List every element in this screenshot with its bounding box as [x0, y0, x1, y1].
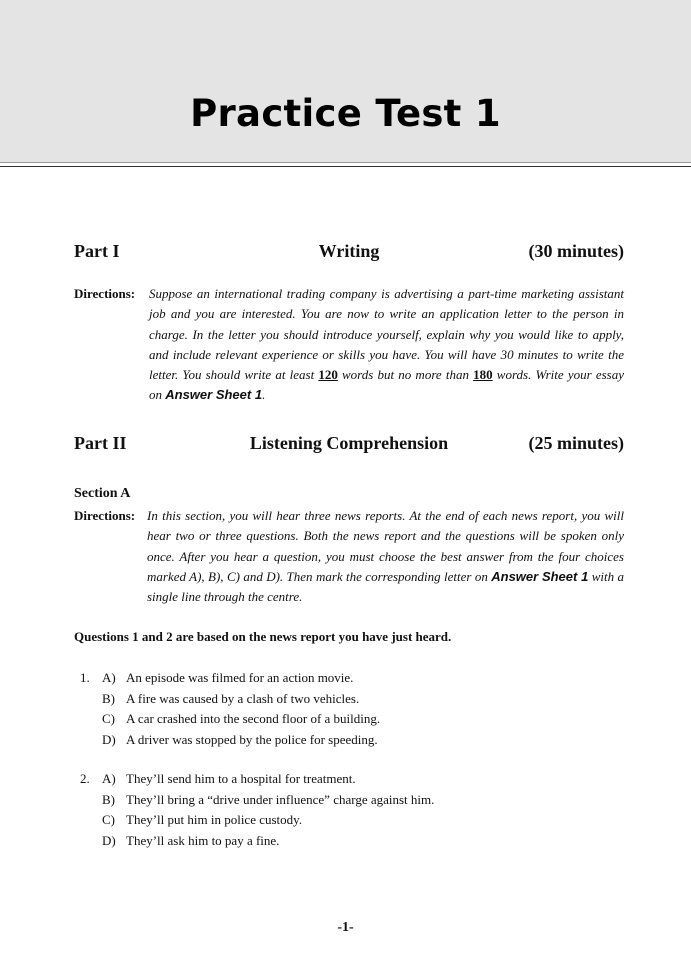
directions-text: words. Write your essay on	[149, 367, 625, 403]
part-1-name: Writing	[318, 241, 380, 261]
option-letter: A)	[102, 771, 116, 786]
part-2-label: Part II	[74, 433, 127, 453]
page-title: Practice Test 1	[190, 92, 501, 135]
max-words: 180	[473, 367, 493, 383]
question-2-option-d	[102, 833, 279, 849]
option-text: They’ll send him to a hospital for treatment.	[126, 771, 356, 786]
directions-text: Suppose an international trading company is advertising a part-time marketing assistant job and you are interested. You are now to write an application letter to the person in charge. In the letter you should introduce yourself, explain why you would like to apply, and include relevant experience or skills you have. You will have 30 minutes to write the letter. You should write at least	[149, 286, 624, 383]
option-letter: C)	[102, 711, 115, 726]
part-1-time: (30 minutes)	[528, 241, 624, 261]
part-1-heading	[74, 241, 624, 265]
question-number: 1.	[80, 670, 90, 685]
part-1-directions	[149, 284, 624, 406]
question-1-option-a	[102, 670, 353, 686]
question-1-option-b	[102, 691, 359, 707]
section-a-heading: Section A	[74, 486, 131, 501]
part-2-directions	[147, 506, 624, 607]
option-text: A driver was stopped by the police for speeding.	[126, 731, 378, 747]
option-letter: D)	[102, 731, 116, 747]
option-letter: B)	[102, 791, 115, 807]
option-letter: B)	[102, 690, 115, 706]
part-2-heading	[74, 433, 624, 457]
answer-sheet-ref: Answer Sheet 1	[165, 387, 263, 403]
header-band	[0, 0, 691, 163]
directions-text: In this section, you will hear three news reports. At the end of each news report, you will hear two or three questions. Both the news report and the questions will be spoken only once. After you hear a question, you must choose the best answer from the four choices marked A), B), C) and D). Then mark the corresponding letter on	[147, 508, 624, 584]
part-1-label: Part I	[74, 241, 120, 261]
option-text: They’ll ask him to pay a fine.	[126, 832, 280, 848]
question-number: 2.	[80, 771, 90, 786]
directions-text: words but no more than	[337, 367, 474, 383]
question-1-option-d	[102, 732, 378, 748]
part-2-name: Listening Comprehension	[249, 433, 449, 453]
option-letter: A)	[102, 670, 116, 685]
part-2-directions-label: Directions:	[74, 508, 136, 523]
option-letter: D)	[102, 832, 116, 848]
answer-sheet-ref: Answer Sheet 1	[491, 568, 589, 584]
option-letter: C)	[102, 812, 115, 827]
directions-text: with a single line through the centre.	[147, 568, 624, 605]
option-text: A fire was caused by a clash of two vehicles.	[126, 690, 360, 706]
part-2-time: (25 minutes)	[528, 433, 624, 453]
question-2-option-c	[102, 812, 302, 828]
part-1-directions-label: Directions:	[74, 286, 136, 301]
page-number: -1-	[337, 920, 354, 935]
question-2-option-a	[102, 771, 356, 787]
min-words: 120	[318, 367, 338, 383]
option-text: A car crashed into the second floor of a building.	[126, 711, 381, 726]
option-text: An episode was filmed for an action movie.	[126, 670, 354, 685]
questions-intro: Questions 1 and 2 are based on the news report you have just heard.	[74, 629, 452, 644]
header-divider	[0, 166, 691, 167]
option-text: They’ll bring a “drive under influence” charge against him.	[126, 791, 435, 807]
option-text: They’ll put him in police custody.	[126, 812, 303, 827]
question-1-option-c	[102, 711, 380, 727]
question-2-option-b	[102, 792, 434, 808]
directions-text: .	[262, 387, 266, 403]
